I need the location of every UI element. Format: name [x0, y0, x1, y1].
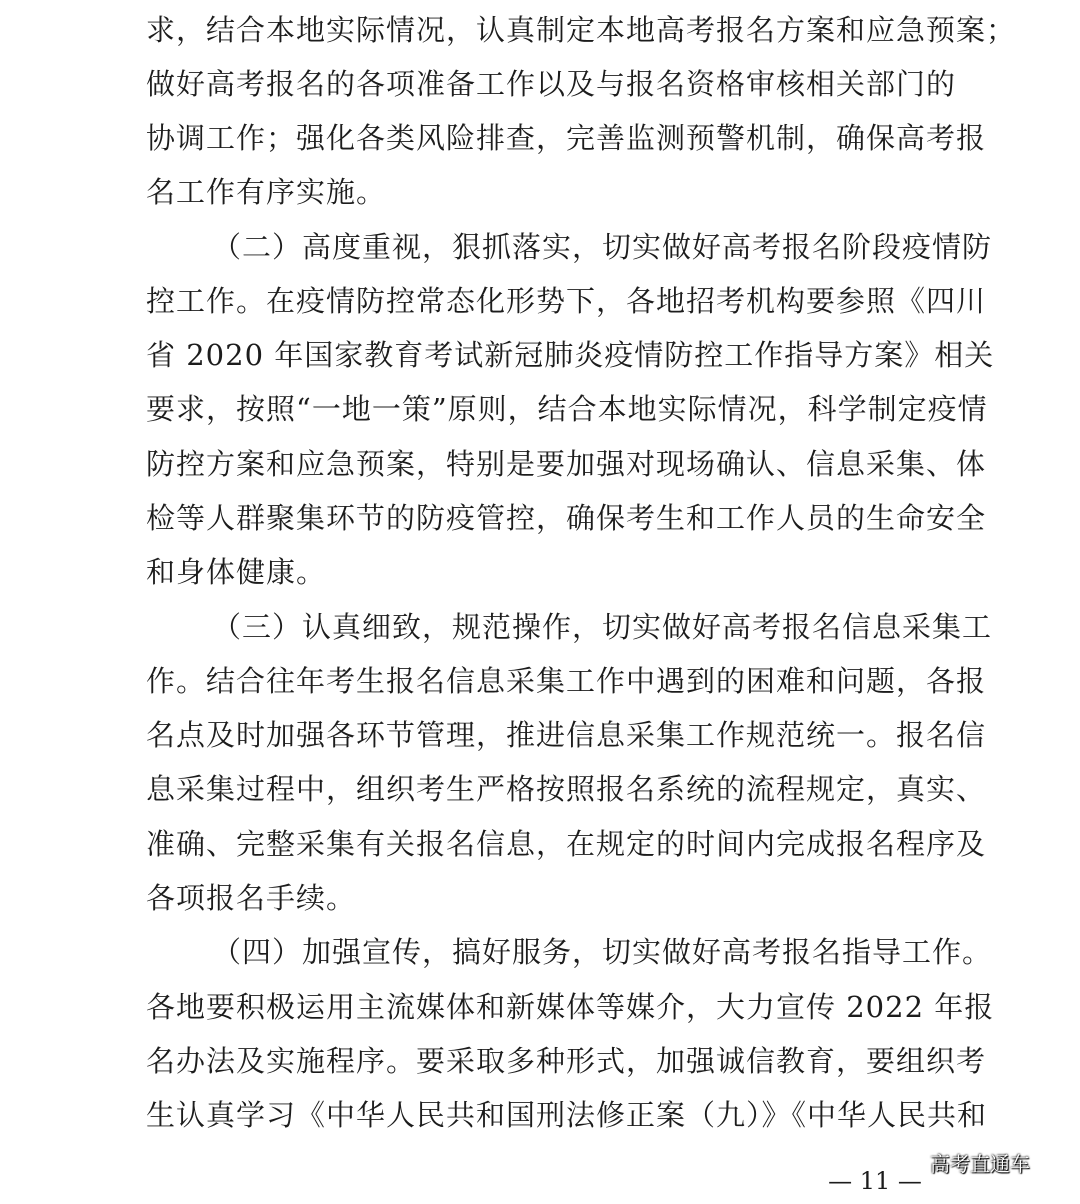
text-line: 检等人群聚集环节的防疫管控，确保考生和工作人员的生命安全 [146, 501, 987, 535]
text-line: 做好高考报名的各项准备工作以及与报名资格审核相关部门的 [146, 67, 957, 101]
text-line: 生认真学习《中华人民共和国刑法修正案（九）》《中华人民共和 [146, 1098, 988, 1132]
page-number: — 11 — [828, 1167, 922, 1195]
watermark: 高考直通车 [930, 1152, 1030, 1176]
text-line: 名工作有序实施。 [146, 175, 387, 209]
text-line: 控工作。在疫情防控常态化形势下，各地招考机构要参照《四川 [146, 284, 987, 318]
paragraph-heading-line: （二）高度重视，狠抓落实，切实做好高考报名阶段疫情防 [212, 230, 993, 264]
text-line: 准确、完整采集有关报名信息，在规定的时间内完成报名程序及 [146, 827, 987, 861]
paragraph-heading-line: （四）加强宣传，搞好服务，切实做好高考报名指导工作。 [212, 935, 993, 969]
text-line: 和身体健康。 [146, 555, 327, 589]
text-line: 求，结合本地实际情况，认真制定本地高考报名方案和应急预案； [146, 13, 1017, 47]
text-line: 名点及时加强各环节管理，推进信息采集工作规范统一。报名信 [146, 718, 987, 752]
text-line: 各项报名手续。 [146, 881, 357, 915]
text-line: 名办法及实施程序。要采取多种形式，加强诚信教育，要组织考 [146, 1044, 987, 1078]
text-line: 省 2020 年国家教育考试新冠肺炎疫情防控工作指导方案》相关 [146, 338, 995, 372]
text-line: 息采集过程中，组织考生严格按照报名系统的流程规定，真实、 [146, 772, 987, 806]
text-line: 防控方案和应急预案，特别是要加强对现场确认、信息采集、体 [146, 447, 987, 481]
text-line: 作。结合往年考生报名信息采集工作中遇到的困难和问题，各报 [146, 664, 987, 698]
paragraph-heading-line: （三）认真细致，规范操作，切实做好高考报名信息采集工 [212, 610, 993, 644]
text-line: 要求，按照“一地一策”原则，结合本地实际情况，科学制定疫情 [146, 392, 988, 426]
text-line: 各地要积极运用主流媒体和新媒体等媒介，大力宣传 2022 年报 [146, 990, 995, 1024]
text-line: 协调工作；强化各类风险排查，完善监测预警机制，确保高考报 [146, 121, 987, 155]
